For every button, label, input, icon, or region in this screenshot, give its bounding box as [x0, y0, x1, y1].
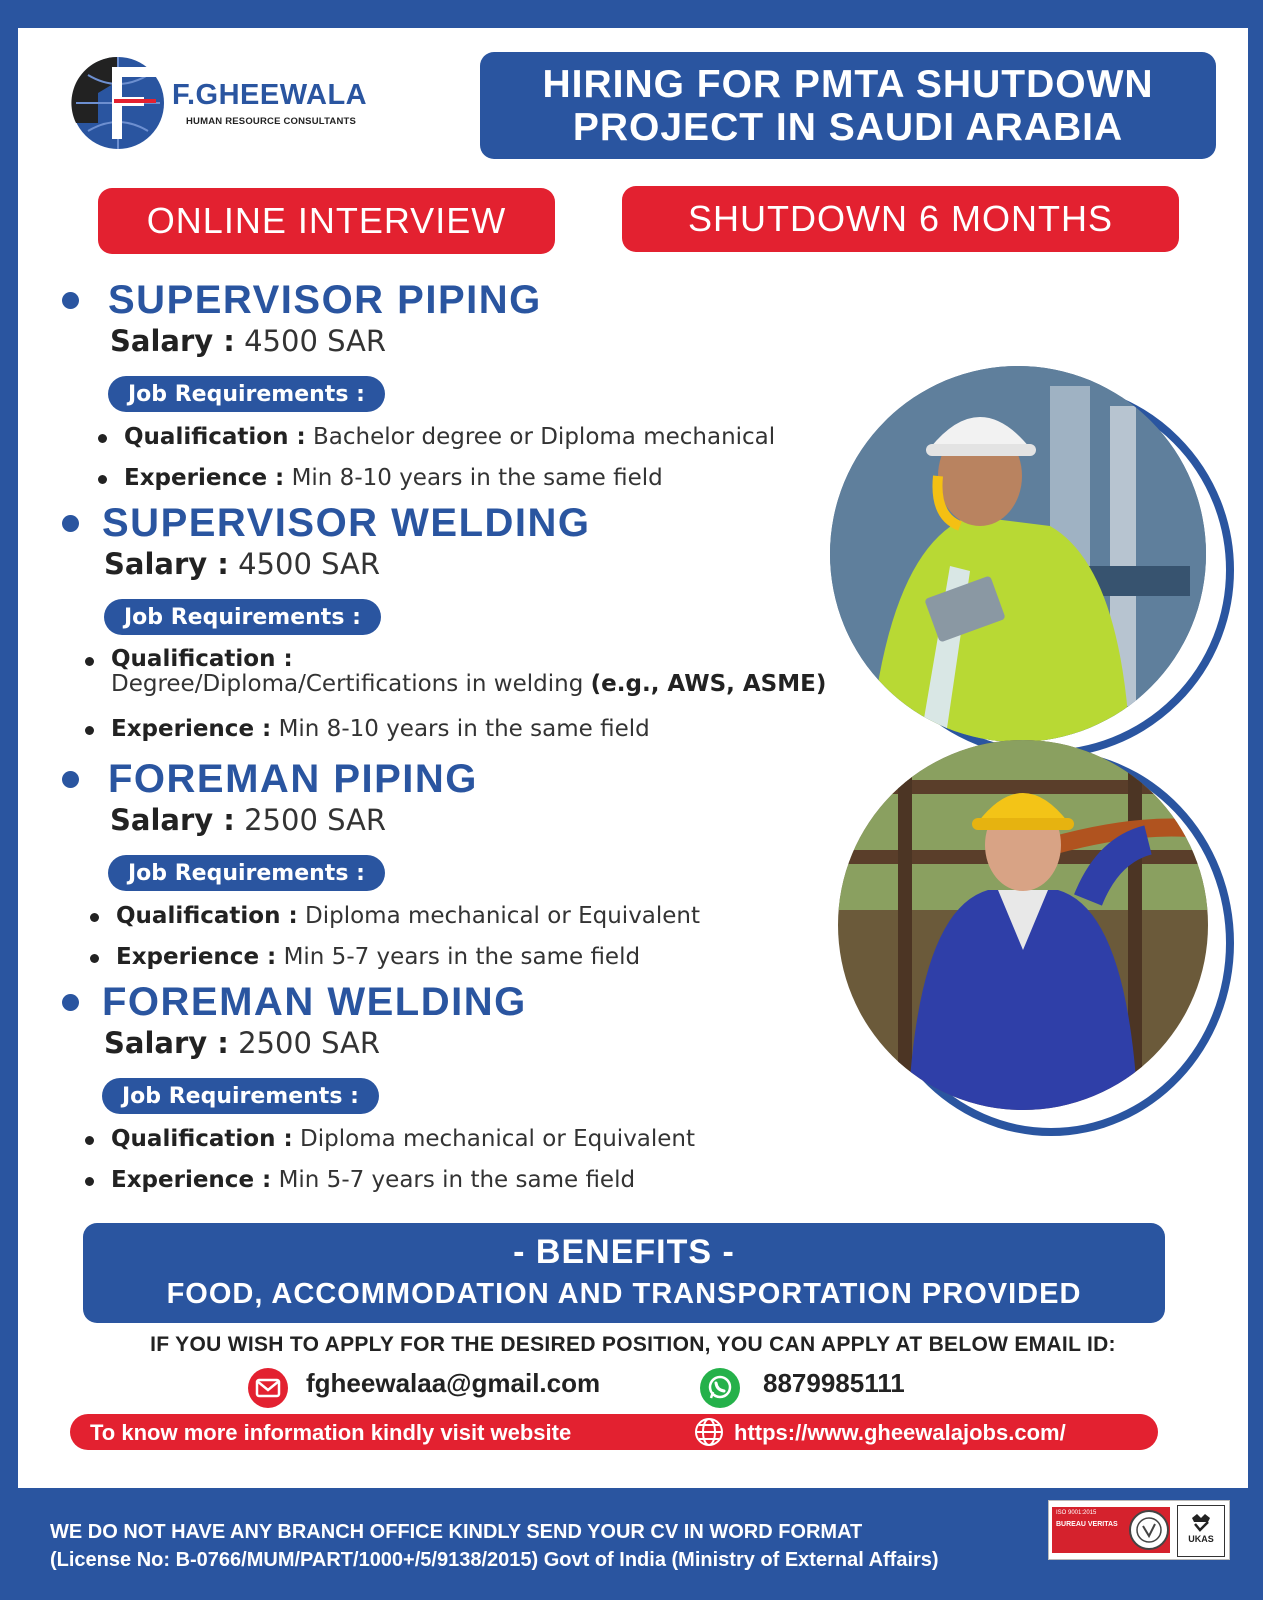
- brand-name: F.GHEEWALA: [172, 79, 368, 111]
- footer-license: (License No: B-0766/MUM/PART/1000+/5/9138/2015) Govt of India (Ministry of External Affairs): [50, 1549, 939, 1571]
- experience-value: Min 5-7 years in the same field: [283, 944, 641, 970]
- experience-label: Experience :: [116, 944, 277, 970]
- qualification: [111, 647, 826, 697]
- shutdown-duration-badge: SHUTDOWN 6 MONTHS: [622, 186, 1179, 252]
- crown-tick-icon: [1190, 1510, 1212, 1532]
- bureau-veritas-seal-icon: [1128, 1508, 1170, 1552]
- salary: [110, 324, 386, 358]
- qualification: [116, 903, 700, 929]
- bullet-dot: [62, 292, 79, 309]
- salary-value: 4500 SAR: [244, 324, 387, 358]
- salary-label: Salary :: [110, 324, 235, 358]
- logo-globe-icon: [68, 53, 168, 153]
- salary-label: Salary :: [110, 803, 235, 837]
- qualification: [111, 1126, 695, 1152]
- salary-value: 2500 SAR: [238, 1026, 381, 1060]
- website-bar: [70, 1414, 1158, 1450]
- hiring-banner: [480, 52, 1216, 159]
- company-logo: [68, 53, 408, 153]
- qualification-value: Bachelor degree or Diploma mechanical: [313, 424, 776, 450]
- website-label: To know more information kindly visit website: [90, 1420, 572, 1445]
- salary-label: Salary :: [104, 547, 229, 581]
- whatsapp-icon: [700, 1368, 740, 1408]
- job-requirements-label: Job Requirements :: [104, 599, 381, 635]
- experience-value: Min 8-10 years in the same field: [278, 716, 650, 742]
- qualification: [124, 424, 775, 450]
- bullet-dot: [62, 994, 79, 1011]
- experience-label: Experience :: [111, 716, 272, 742]
- salary-label: Salary :: [104, 1026, 229, 1060]
- globe-icon: [694, 1417, 724, 1447]
- qualification-label: Qualification :: [124, 424, 306, 450]
- experience-value: Min 5-7 years in the same field: [278, 1167, 636, 1193]
- ukas-label: UKAS: [1188, 1534, 1214, 1544]
- experience-label: Experience :: [124, 465, 285, 491]
- job-requirements-label: Job Requirements :: [108, 376, 385, 412]
- ukas-badge: [1177, 1505, 1225, 1557]
- contact-phone[interactable]: 8879985111: [763, 1368, 905, 1398]
- benefits-text: FOOD, ACCOMMODATION AND TRANSPORTATION PROVIDED: [166, 1278, 1082, 1310]
- website-url[interactable]: https://www.gheewalajobs.com/: [734, 1420, 1066, 1445]
- qualification-value: Degree/Diploma/Certifications in welding: [111, 671, 584, 697]
- bullet-dot: [62, 771, 79, 788]
- job-requirements-label: Job Requirements :: [108, 855, 385, 891]
- banner-line-2: PROJECT IN SAUDI ARABIA: [572, 105, 1124, 149]
- qualification-label: Qualification :: [111, 1126, 293, 1152]
- supervisor-photo: [830, 366, 1206, 742]
- benefits-banner: [83, 1223, 1165, 1323]
- job-title: FOREMAN PIPING: [108, 757, 478, 801]
- online-interview-badge: ONLINE INTERVIEW: [98, 188, 555, 254]
- foreman-photo: [838, 740, 1208, 1110]
- qualification-label: Qualification :: [116, 903, 298, 929]
- job-title: FOREMAN WELDING: [102, 980, 527, 1024]
- iso-label: ISO 9001:2015: [1056, 1510, 1097, 1516]
- benefits-title: - BENEFITS -: [513, 1233, 735, 1271]
- experience-label: Experience :: [111, 1167, 272, 1193]
- experience: [111, 1167, 635, 1193]
- certification-badges: [1048, 1500, 1230, 1560]
- experience-value: Min 8-10 years in the same field: [291, 465, 663, 491]
- salary: [110, 803, 386, 837]
- job-poster: [18, 28, 1248, 1488]
- salary-value: 2500 SAR: [244, 803, 387, 837]
- job-requirements-label: Job Requirements :: [102, 1078, 379, 1114]
- qualification-value: Diploma mechanical or Equivalent: [305, 903, 701, 929]
- apply-instructions: IF YOU WISH TO APPLY FOR THE DESIRED POSITION, YOU CAN APPLY AT BELOW EMAIL ID:: [150, 1333, 1116, 1356]
- brand-tagline: HUMAN RESOURCE CONSULTANTS: [186, 116, 357, 127]
- bureau-veritas-label: BUREAU VERITAS: [1056, 1521, 1118, 1528]
- footer-line-1: WE DO NOT HAVE ANY BRANCH OFFICE KINDLY SEND YOUR CV IN WORD FORMAT: [50, 1521, 863, 1543]
- footer-text: [50, 1518, 939, 1574]
- contact-email[interactable]: fgheewalaa@gmail.com: [306, 1368, 601, 1398]
- banner-line-1: HIRING FOR PMTA SHUTDOWN: [542, 62, 1154, 106]
- email-icon: [248, 1368, 288, 1408]
- qualification-extra: (e.g., AWS, ASME): [590, 671, 827, 697]
- bureau-veritas-badge: [1052, 1507, 1170, 1553]
- experience: [116, 944, 640, 970]
- salary: [104, 1026, 380, 1060]
- bullet-dot: [62, 515, 79, 532]
- experience: [124, 465, 663, 491]
- job-title: SUPERVISOR PIPING: [108, 278, 542, 322]
- job-title: SUPERVISOR WELDING: [102, 501, 591, 545]
- salary-value: 4500 SAR: [238, 547, 381, 581]
- salary: [104, 547, 380, 581]
- experience: [111, 716, 650, 742]
- qualification-value: Diploma mechanical or Equivalent: [300, 1126, 696, 1152]
- qualification-label: Qualification :: [111, 646, 293, 672]
